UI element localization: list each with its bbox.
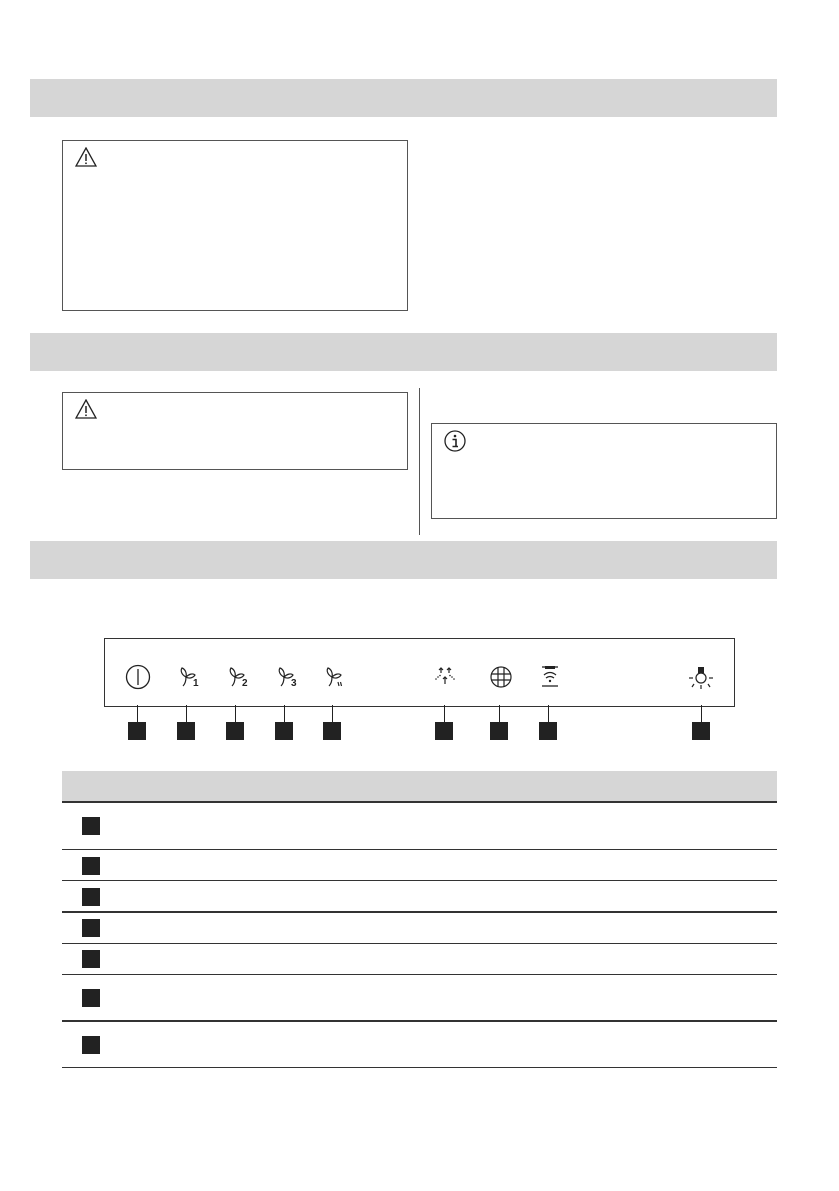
table-row-marker-5 [82,950,100,968]
grid-filter-icon [488,664,514,690]
fan-speed-3-icon [274,664,300,690]
callout-marker-1 [128,722,146,740]
table-rule [62,1020,777,1022]
callout-marker-9 [692,722,710,740]
table-rule [62,1067,777,1068]
column-divider [419,388,420,535]
callout-marker-2 [177,722,195,740]
table-rule [62,880,777,881]
power-icon [125,664,151,690]
section-header-bar-3 [30,541,777,579]
callout-line [499,705,500,722]
table-row-marker-1 [82,817,100,835]
table-rule [62,974,777,975]
table-rule [62,849,777,850]
section-header-bar-1 [30,79,777,117]
callout-line [284,705,285,722]
info-icon [444,430,466,452]
table-rule [62,801,777,803]
table-row-marker-4 [82,919,100,937]
callout-marker-8 [539,722,557,740]
svg-text:1: 1 [193,678,199,689]
callout-line [186,705,187,722]
table-row-marker-2 [82,857,100,875]
fan-speed-1-icon [176,664,202,690]
callout-marker-7 [490,722,508,740]
fan-boost-icon [322,664,348,690]
callout-marker-5 [323,722,341,740]
callout-marker-3 [226,722,244,740]
table-rule [62,943,777,944]
warning-triangle-icon [75,399,97,419]
warning-box-2 [62,392,408,470]
warning-triangle-icon [75,147,97,167]
callout-marker-4 [275,722,293,740]
table-row-marker-3 [82,888,100,906]
callout-line [235,705,236,722]
table-row-marker-6 [82,989,100,1007]
callout-marker-6 [435,722,453,740]
svg-text:3: 3 [291,678,297,689]
section-header-bar-2 [30,333,777,371]
callout-line [332,705,333,722]
light-icon [688,664,714,690]
info-box [431,423,777,519]
breeze-icon [432,664,458,690]
callout-line [701,705,702,722]
warning-box-1 [62,140,408,311]
hob2hood-icon [537,664,563,690]
fan-speed-2-icon [225,664,251,690]
svg-text:2: 2 [242,678,248,689]
table-row-marker-7 [82,1036,100,1054]
table-header [62,771,777,801]
callout-line [137,705,138,722]
table-rule [62,911,777,913]
callout-line [444,705,445,722]
callout-line [548,705,549,722]
